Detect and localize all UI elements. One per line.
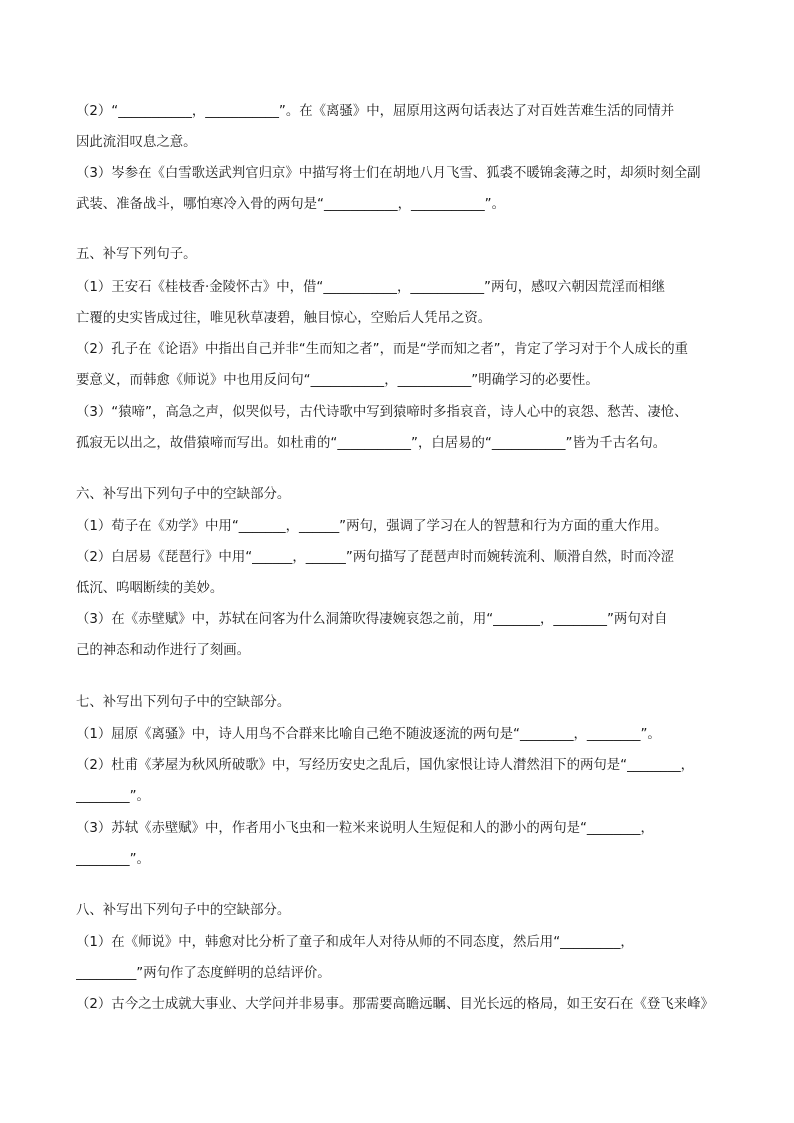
- text-line: 低沉、呜咽断续的美妙。: [76, 581, 224, 596]
- text-line: 因此流泪叹息之意。: [76, 135, 197, 150]
- text-line: （3）“猿啼”，高急之声，似哭似号，古代诗歌中写到猿啼时多指哀音，诗人心中的哀怨、愁苦、凄怆、: [76, 405, 688, 420]
- text-line: （1）屈原《离骚》中，诗人用鸟不合群来比喻自己绝不随波逐流的两句是“________，________”。: [76, 727, 661, 742]
- text-line: （1）王安石《桂枝香·金陵怀古》中，借“___________，___________”两句，感叹六朝因荒淫而相继: [76, 280, 666, 295]
- text-line: （1）在《师说》中，韩愈对比分析了童子和成年人对待从师的不同态度，然后用“_________，: [76, 935, 634, 950]
- text-line: 己的神态和动作进行了刻画。: [76, 643, 251, 658]
- text-line: （2）古今之士成就大事业、大学问并非易事。那需要高瞻远瞩、目光长远的格局，如王安石在《登飞来峰》: [76, 997, 714, 1012]
- text-line: ________”。: [76, 852, 150, 867]
- text-line: 亡覆的史实皆成过往，唯见秋草凄碧，触目惊心，空贻后人凭吊之资。: [76, 311, 492, 326]
- text-line: （1）荀子在《劝学》中用“_______，______”两句，强调了学习在人的智慧和行为方面的重大作用。: [76, 519, 668, 534]
- text-line: 要意义，而韩愈《师说》中也用反问句“___________，___________”明确学习的必要性。: [76, 373, 599, 388]
- text-line: （2）孔子在《论语》中指出自己并非“生而知之者”，而是“学而知之者”，肯定了学习对于个人成长的重: [76, 342, 689, 357]
- text-line: （3）在《赤壁赋》中，苏轼在问客为什么洞箫吹得凄婉哀怨之前，用“_______，________”两句对自: [76, 612, 668, 627]
- text-line: ________”。: [76, 789, 150, 804]
- text-line: （3）岑参在《白雪歌送武判官归京》中描写将士们在胡地八月飞雪、狐裘不暖锦衾薄之时，却须时刻全副: [76, 166, 701, 181]
- text-line: 孤寂无以出之，故借猿啼而写出。如杜甫的“___________”，白居易的“___________”皆为千古名句。: [76, 436, 667, 451]
- section-heading-7: 七、补写出下列句子中的空缺部分。: [76, 695, 291, 710]
- section-heading-6: 六、补写出下列句子中的空缺部分。: [76, 487, 291, 502]
- text-line: （2）“___________，___________”。在《离骚》中，屈原用这两句话表达了对百姓苦难生活的同情并: [76, 104, 675, 119]
- text-line: （2）杜甫《茅屋为秋风所破歌》中，写经历安史之乱后，国仇家恨让诗人潸然泪下的两句是“________，: [76, 758, 695, 773]
- text-line: （3）苏轼《赤壁赋》中，作者用小飞虫和一粒米来说明人生短促和人的渺小的两句是“________，: [76, 821, 654, 836]
- text-line: （2）白居易《琵琶行》中用“______，______”两句描写了琵琶声时而婉转流利、顺滑自然，时而冷涩: [76, 550, 675, 565]
- text-line: _________”两句作了态度鲜明的总结评价。: [76, 966, 331, 981]
- text-line: 武装、准备战斗，哪怕寒冷入骨的两句是“___________，___________”。: [76, 197, 505, 212]
- section-heading-5: 五、补写下列句子。: [76, 247, 197, 262]
- section-heading-8: 八、补写出下列句子中的空缺部分。: [76, 903, 291, 918]
